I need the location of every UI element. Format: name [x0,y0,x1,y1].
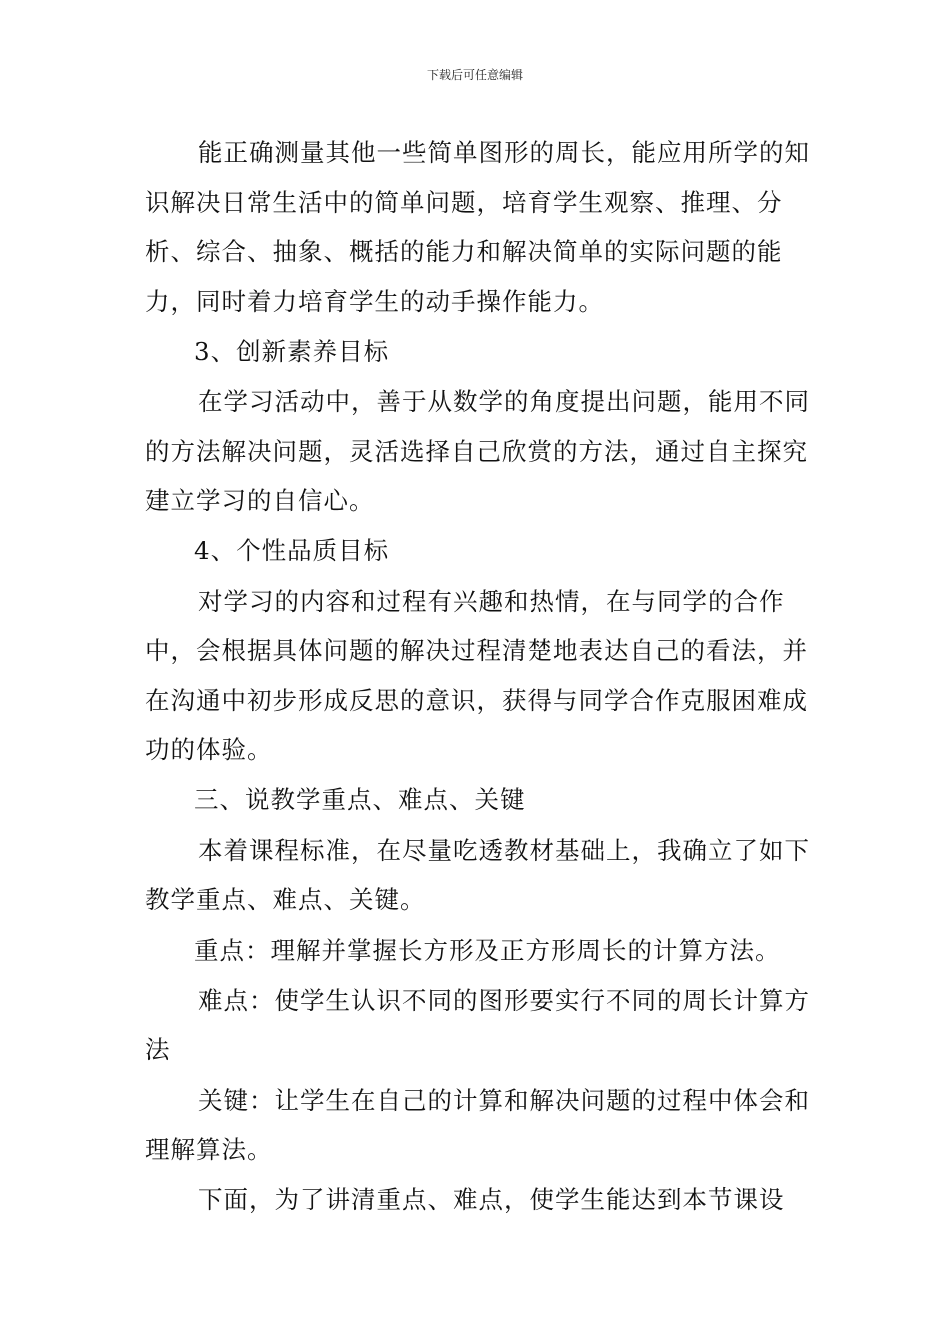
document-body [145,128,810,1226]
paragraph-innovation-goal: 在学习活动中，善于从数学的角度提出问题，能用不同的方法解决问题，灵活选择自己欣赏的方法，通过自主探究建立学习的自信心。 [145,387,810,516]
paragraph-perimeter-goal: 能正确测量其他一些简单图形的周长，能应用所学的知识解决日常生活中的简单问题，培育学生观察、推理、分析、综合、抽象、概括的能力和解决简单的实际问题的能力，同时着力培育学生的动手操作能力。 [145,138,810,316]
paragraph-curriculum: 本着课程标准，在尽量吃透教材基础上，我确立了如下教学重点、难点、关键。 [145,835,810,915]
paragraph-key: 关键：让学生在自己的计算和解决问题的过程中体会和理解算法。 [145,1085,810,1165]
heading-character-goal: 4、个性品质目标 [194,536,390,566]
page-header: 下载后可任意编辑 [426,68,523,82]
heading-innovation-goal: 3、创新素养目标 [194,336,390,366]
paragraph-focus: 重点：理解并掌握长方形及正方形周长的计算方法。 [194,935,781,965]
heading-key-points: 三、说教学重点、难点、关键 [194,785,526,815]
paragraph-next: 下面，为了讲清重点、难点，使学生能达到本节课设 [198,1185,785,1215]
paragraph-difficulty: 难点：使学生认识不同的图形要实行不同的周长计算方法 [145,985,810,1065]
paragraph-character-goal: 对学习的内容和过程有兴趣和热情，在与同学的合作中，会根据具体问题的解决过程清楚地表达自己的看法，并在沟通中初步形成反思的意识，获得与同学合作克服困难成功的体验。 [145,586,808,765]
